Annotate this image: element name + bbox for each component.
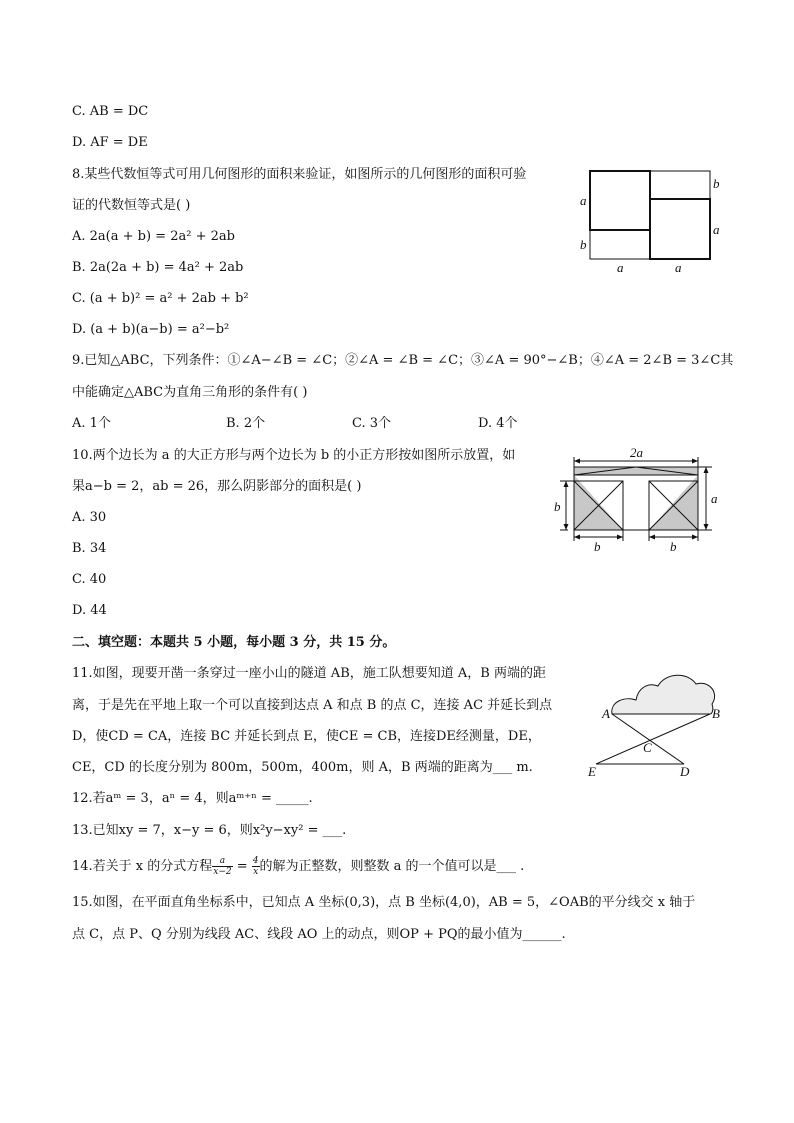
q14-prefix: 14.若关于 x 的分式方程 [72,859,213,874]
q11-tunnel-figure [588,662,726,780]
q14-frac2-denominator: x [253,867,259,877]
q15-line-1: 15.如图，在平面直角坐标系中，已知点 A 坐标(0,3)，点 B 坐标(4,0)，AB = 5，∠OAB的平分线交 x 轴于 [72,895,696,910]
q10-option-d: D. 44 [72,603,107,618]
q11-label-b: B [712,706,720,721]
q11-label-e: E [588,764,596,779]
q15-line-2: 点 C，点 P、Q 分别为线段 AC、线段 AO 上的动点，则OP + PQ的最小值为______. [72,927,566,942]
q7-option-c: C. AB = DC [72,104,149,119]
q8-stem-line-2: 证的代数恒等式是( ) [72,198,191,213]
q14-fraction-2 [252,856,260,877]
q11-label-a: A [602,706,610,721]
q8-option-b: B. 2a(2a + b) = 4a² + 2ab [72,260,244,275]
q8-label-a-bottom-2: a [675,260,682,275]
q9-stem-line-2: 中能确定△ABC为直角三角形的条件有( ) [72,385,308,400]
q10-stem-line-2: 果a−b = 2，ab = 26，那么阴影部分的面积是( ) [72,479,362,494]
q9-option-a: A. 1个 [72,416,111,431]
q14-frac1-denominator: x−2 [213,867,232,877]
q8-stem-line-1: 8.某些代数恒等式可用几何图形的面积来验证，如图所示的几何图形的面积可验 [72,167,527,182]
q10-shaded-right-triangle [649,475,698,530]
q8-big-square-right [650,199,710,259]
q12-text: 12.若aᵐ = 3，aⁿ = 4，则aᵐ⁺ⁿ = _____. [72,791,313,806]
q11-line-1: 11.如图，现要开凿一条穿过一座小山的隧道 AB，施工队想要知道 A，B 两端的距 [72,666,546,681]
q10-label-top: 2a [630,445,643,460]
q14-line [72,856,524,877]
q7-option-d: D. AF = DE [72,135,148,150]
q11-line-4: CE，CD 的长度分别为 800m，500m，400m，则 A，B 两端的距离为___ m. [72,760,533,775]
q10-label-bottom-2: b [670,539,677,554]
q14-frac1-numerator: a [212,856,232,867]
q10-option-c: C. 40 [72,572,107,587]
q10-label-left: b [554,499,561,514]
q10-option-b: B. 34 [72,541,107,556]
q10-label-right: a [711,491,718,506]
q14-equals: = [232,859,252,874]
q8-label-a-bottom-1: a [617,260,624,275]
q11-line-2: 离，于是先在平地上取一个可以直接到达点 A 和点 B 的点 C，连接 AC 并延长到点 [72,698,553,713]
q8-option-c: C. (a + b)² = a² + 2ab + b² [72,291,249,306]
q8-option-a: A. 2a(a + b) = 2a² + 2ab [72,229,235,244]
q9-option-b: B. 2个 [226,416,266,431]
q14-suffix: 的解为正整数，则整数 a 的一个值可以是___ . [259,859,525,874]
q10-option-a: A. 30 [72,510,107,525]
q10-stem-line-1: 10.两个边长为 a 的大正方形与两个边长为 b 的小正方形按如图所示放置，如 [72,448,516,463]
q10-shaded-squares-figure [548,443,728,558]
q9-option-c: C. 3个 [352,416,392,431]
q11-label-c: C [643,740,652,755]
q8-big-square-left [590,171,650,230]
q13-text: 13.已知xy = 7，x−y = 6，则x²y−xy² = ___. [72,823,347,838]
q9-option-d: D. 4个 [478,416,518,431]
q11-hill-shape [612,675,715,714]
q14-frac2-numerator: 4 [252,856,259,866]
q8-label-b-right: b [713,176,720,191]
q10-label-bottom-1: b [594,539,601,554]
q14-fraction-1 [212,856,232,877]
q8-option-d: D. (a + b)(a−b) = a²−b² [72,322,230,337]
q9-stem-line-1: 9.已知△ABC，下列条件：①∠A−∠B = ∠C；②∠A = ∠B = ∠C；③∠A = 90°−∠B；④∠A = 2∠B = 3∠C其 [72,353,734,368]
q8-area-figure [572,165,732,280]
q8-label-a-right: a [713,222,720,237]
q8-label-b-left: b [580,237,587,252]
q8-label-a-left: a [580,193,587,208]
q10-shaded-left-triangle [574,475,623,530]
section-2-heading: 二、填空题：本题共 5 小题，每小题 3 分，共 15 分。 [72,635,396,650]
q11-line-3: D，使CD = CA，连接 BC 并延长到点 E，使CE = CB，连接DE经测量，DE， [72,729,541,744]
q10-shaded-top-strip [574,467,698,475]
q11-label-d: D [680,764,690,779]
